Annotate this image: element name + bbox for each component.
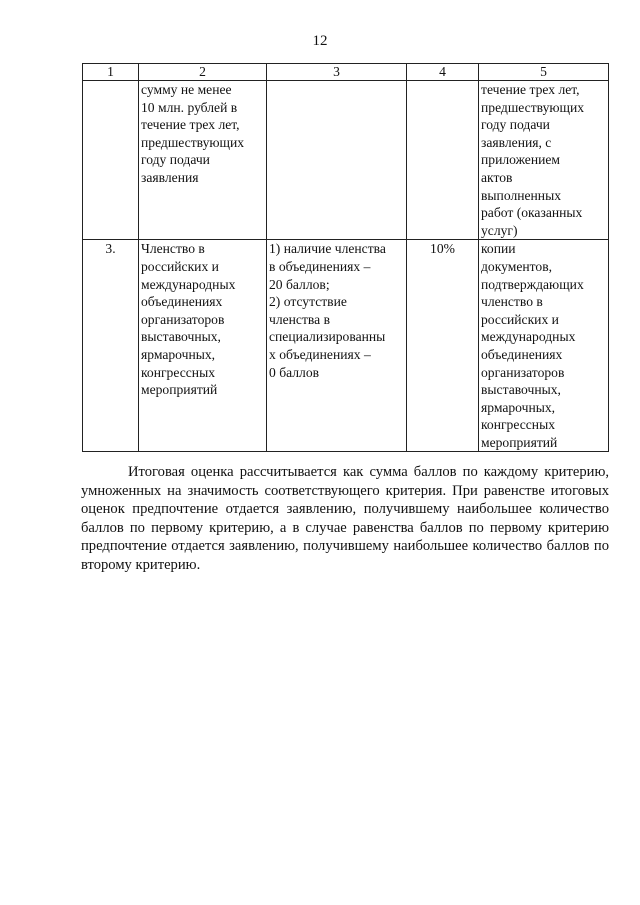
text-line: выставочных,: [481, 382, 561, 398]
text-line: 20 баллов;: [269, 276, 330, 292]
text-line: году подачи: [481, 117, 550, 133]
row-number: [83, 81, 139, 240]
scoring-cell: [267, 240, 407, 452]
column-header: 3: [267, 64, 407, 81]
text-line: конгрессных: [141, 364, 216, 380]
text-line: объединениях: [141, 294, 223, 310]
page-number: 12: [312, 33, 328, 49]
text-line: течение трех лет,: [141, 117, 240, 133]
text-line: предшествующих: [141, 134, 245, 150]
text-line: международных: [481, 329, 576, 345]
text-line: 0 баллов: [269, 364, 320, 380]
criterion-cell: [139, 81, 267, 240]
text-line: сумму не менее: [141, 82, 232, 97]
text-line: 2) отсутствие: [269, 294, 347, 310]
text-line: приложением: [481, 152, 561, 168]
row-number: 3.: [83, 240, 139, 452]
text-line: членства в: [269, 311, 330, 327]
criteria-table: [82, 63, 609, 452]
weight-cell: 10%: [407, 240, 479, 452]
criterion-cell: [139, 240, 267, 452]
text-line: мероприятий: [141, 382, 218, 398]
column-header: 2: [139, 64, 267, 81]
text-line: в объединениях –: [269, 258, 371, 274]
text-line: копии: [481, 241, 516, 257]
text-line: российских и: [481, 311, 559, 327]
text-line: заявления, с: [481, 134, 552, 150]
text-line: Членство в: [141, 241, 205, 257]
text-line: выполненных: [481, 187, 562, 203]
documents-cell: [479, 81, 609, 240]
text-line: услуг): [481, 222, 518, 238]
text-line: организаторов: [481, 364, 565, 380]
table-header-row: [83, 64, 609, 81]
text-line: году подачи: [141, 152, 210, 168]
body-paragraph: Итоговая оценка рассчитывается как сумма баллов по каждому критерию, умноженных на значимость соответствующего критерия. При равенстве итоговых оценок предпочтение отдается заявлению, получившему наибольшее количество баллов по первому критерию, а в случае равенства баллов по первому критерию предпочтение отдается заявлению, получившему наибольшее количество баллов по второму критерию.: [81, 464, 609, 573]
text-line: 1) наличие членства: [269, 241, 386, 257]
text-line: работ (оказанных: [481, 205, 583, 221]
documents-cell: [479, 240, 609, 452]
weight-cell: [407, 81, 479, 240]
text-line: подтверждающих: [481, 276, 584, 292]
text-line: выставочных,: [141, 329, 221, 345]
text-line: течение трех лет,: [481, 82, 580, 97]
scoring-cell: [267, 81, 407, 240]
text-line: документов,: [481, 258, 553, 274]
text-line: ярмарочных,: [141, 346, 216, 362]
column-header: 5: [479, 64, 609, 81]
table-row: [83, 240, 609, 452]
text-line: х объединениях –: [269, 346, 371, 362]
text-line: международных: [141, 276, 236, 292]
text-line: российских и: [141, 258, 219, 274]
text-line: заявления: [141, 169, 199, 185]
column-header: 1: [83, 64, 139, 81]
text-line: мероприятий: [481, 434, 558, 450]
text-line: ярмарочных,: [481, 399, 556, 415]
table-row: [83, 81, 609, 240]
text-line: предшествующих: [481, 99, 585, 115]
column-header: 4: [407, 64, 479, 81]
text-line: организаторов: [141, 311, 225, 327]
text-line: 10 млн. рублей в: [141, 99, 238, 115]
text-line: актов: [481, 169, 513, 185]
text-line: членство в: [481, 294, 543, 310]
text-line: специализированны: [269, 329, 386, 345]
text-line: объединениях: [481, 346, 563, 362]
text-line: конгрессных: [481, 417, 556, 433]
